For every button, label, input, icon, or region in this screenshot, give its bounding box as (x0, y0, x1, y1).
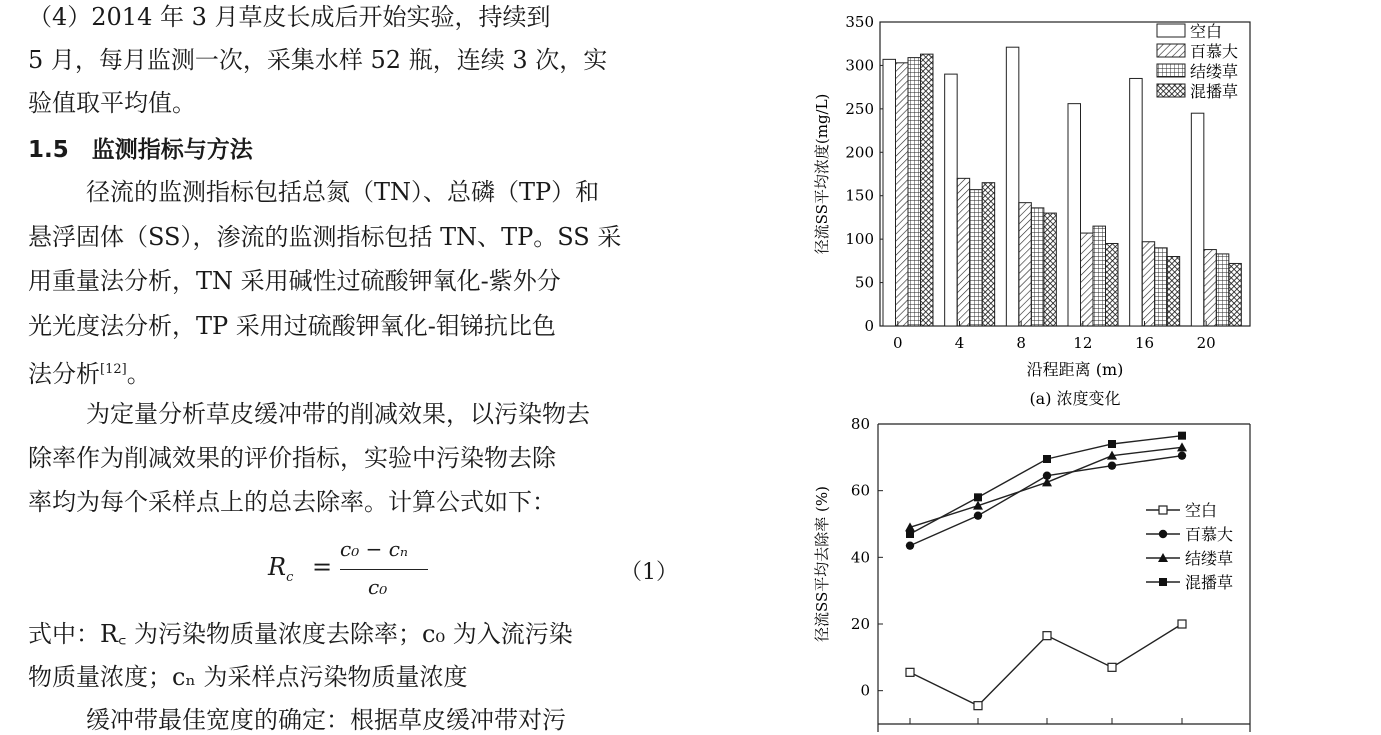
bar (921, 54, 934, 326)
bar (1229, 263, 1242, 326)
text-line: 验值取平均值。 (28, 89, 196, 117)
point-marker (906, 541, 914, 549)
legend-label: 结缕草 (1185, 549, 1234, 568)
bar (945, 74, 958, 326)
y-tick-label: 40 (850, 548, 870, 567)
bar (1106, 243, 1119, 326)
bar (1031, 208, 1044, 326)
bar (1044, 213, 1056, 326)
figure-caption: (a) 浓度变化 (1029, 389, 1121, 408)
formula-lhs-sub: c (286, 569, 294, 585)
bar (1006, 47, 1019, 326)
y-tick-label: 0 (864, 317, 874, 335)
y-axis-label: 径流SS平均去除率 (%) (813, 485, 831, 643)
legend-label: 百慕大 (1185, 525, 1234, 544)
point-marker (1108, 440, 1116, 448)
bar (1155, 248, 1168, 326)
x-tick-label: 16 (1134, 334, 1155, 352)
text-line: 式中：R꜀ 为污染物质量浓度去除率；c₀ 为入流污染 (28, 620, 573, 648)
y-tick-label: 300 (845, 56, 874, 75)
text-line: 径流的监测指标包括总氮（TN）、总磷（TP）和 (86, 178, 600, 206)
bar (970, 190, 983, 326)
y-tick-label: 200 (845, 143, 874, 162)
point-marker (1177, 442, 1187, 451)
point-marker (1159, 506, 1167, 514)
formula-equals: = (312, 553, 333, 581)
y-tick-label: 350 (845, 13, 874, 31)
y-tick-label: 150 (845, 186, 874, 205)
point-marker (1042, 477, 1052, 486)
legend-label: 混播草 (1190, 82, 1239, 101)
text-line: 5 月，每月监测一次，采集水样 52 瓶，连续 3 次，实 (28, 46, 608, 74)
text-line (28, 355, 151, 389)
legend-swatch (1157, 44, 1185, 57)
legend-swatch (1157, 64, 1185, 77)
text-span: 法分析 (28, 360, 100, 388)
legend-swatch (1157, 24, 1185, 37)
point-marker (1159, 530, 1167, 538)
text-line: 率均为每个采样点上的总去除率。计算公式如下： (28, 488, 556, 516)
text-line: 除率作为削减效果的评价指标，实验中污染物去除 (28, 444, 556, 472)
point-marker (1108, 461, 1116, 469)
point-marker (974, 493, 982, 501)
legend-label: 结缕草 (1190, 62, 1239, 81)
y-tick-label: 60 (850, 481, 870, 500)
legend-swatch (1157, 84, 1185, 97)
y-tick-label: 50 (854, 273, 874, 292)
point-marker (1178, 451, 1186, 459)
bar (1081, 233, 1094, 326)
bar (982, 183, 995, 326)
legend-label: 百慕大 (1190, 42, 1239, 61)
bar (957, 178, 970, 326)
x-axis-label: 沿程距离 (m) (1026, 360, 1124, 379)
x-tick-label: 4 (954, 334, 965, 352)
point-marker (974, 511, 982, 519)
bar (1142, 242, 1155, 326)
legend-label: 空白 (1185, 501, 1218, 520)
fraction-bar (340, 569, 428, 570)
x-tick-label: 12 (1073, 334, 1093, 352)
text-line (28, 2, 673, 32)
bar-chart (813, 13, 1250, 408)
bar (1130, 78, 1143, 326)
text-span: （4）2014 年 3 月草皮长成后开始实验，持续到 (28, 3, 551, 31)
text-line: 悬浮固体（SS），渗流的监测指标包括 TN、TP。SS 采 (28, 223, 622, 251)
point-marker (906, 668, 914, 676)
bar (908, 58, 921, 326)
bar (1019, 203, 1032, 326)
text-span: 。 (126, 360, 151, 388)
line-chart (813, 415, 1250, 732)
x-tick-label: 8 (1016, 334, 1026, 352)
bar (1093, 226, 1106, 326)
y-tick-label: 80 (850, 415, 870, 433)
formula-lhs-symbol: R (268, 553, 287, 581)
point-marker (906, 530, 914, 538)
x-tick-label: 0 (893, 334, 903, 352)
text-line: 物质量浓度；cₙ 为采样点污染物质量浓度 (28, 663, 468, 691)
x-tick-label: 20 (1196, 334, 1216, 352)
formula-lhs (268, 553, 293, 585)
equation-number: （1） (620, 560, 678, 585)
y-tick-label: 100 (845, 230, 874, 249)
formula-denominator: c₀ (368, 575, 388, 599)
bar (1068, 104, 1081, 326)
bar (1204, 250, 1217, 326)
text-line: 光光度法分析，TP 采用过硫酸钾氧化-钼锑抗比色 (28, 312, 556, 340)
y-tick-label: 250 (845, 99, 874, 118)
bar (1191, 113, 1204, 326)
legend-label: 空白 (1190, 22, 1223, 41)
point-marker (1178, 432, 1186, 440)
point-marker (1178, 620, 1186, 628)
point-marker (1043, 632, 1051, 640)
series-line (910, 456, 1182, 546)
point-marker (974, 702, 982, 710)
y-tick-label: 20 (850, 615, 870, 633)
y-axis-label: 径流SS平均浓度(mg/L) (813, 93, 831, 255)
bar (896, 63, 909, 326)
bar (1216, 254, 1229, 326)
point-marker (1108, 663, 1116, 671)
citation-ref: [12] (100, 362, 127, 377)
point-marker (1159, 578, 1167, 586)
point-marker (1043, 455, 1051, 463)
formula (240, 535, 680, 605)
text-line: 用重量法分析，TN 采用碱性过硫酸钾氧化-紫外分 (28, 267, 561, 295)
text-line: 为定量分析草皮缓冲带的削减效果，以污染物去 (86, 400, 590, 428)
y-tick-label: 0 (860, 681, 870, 700)
bar (883, 59, 896, 326)
legend-label: 混播草 (1185, 573, 1234, 592)
text-line: 缓冲带最佳宽度的确定：根据草皮缓冲带对污 (86, 706, 566, 734)
bar (1167, 257, 1180, 326)
section-heading: 1.5 监测指标与方法 (28, 137, 253, 163)
figure (790, 0, 1381, 732)
formula-numerator: c₀ − cₙ (340, 537, 408, 561)
